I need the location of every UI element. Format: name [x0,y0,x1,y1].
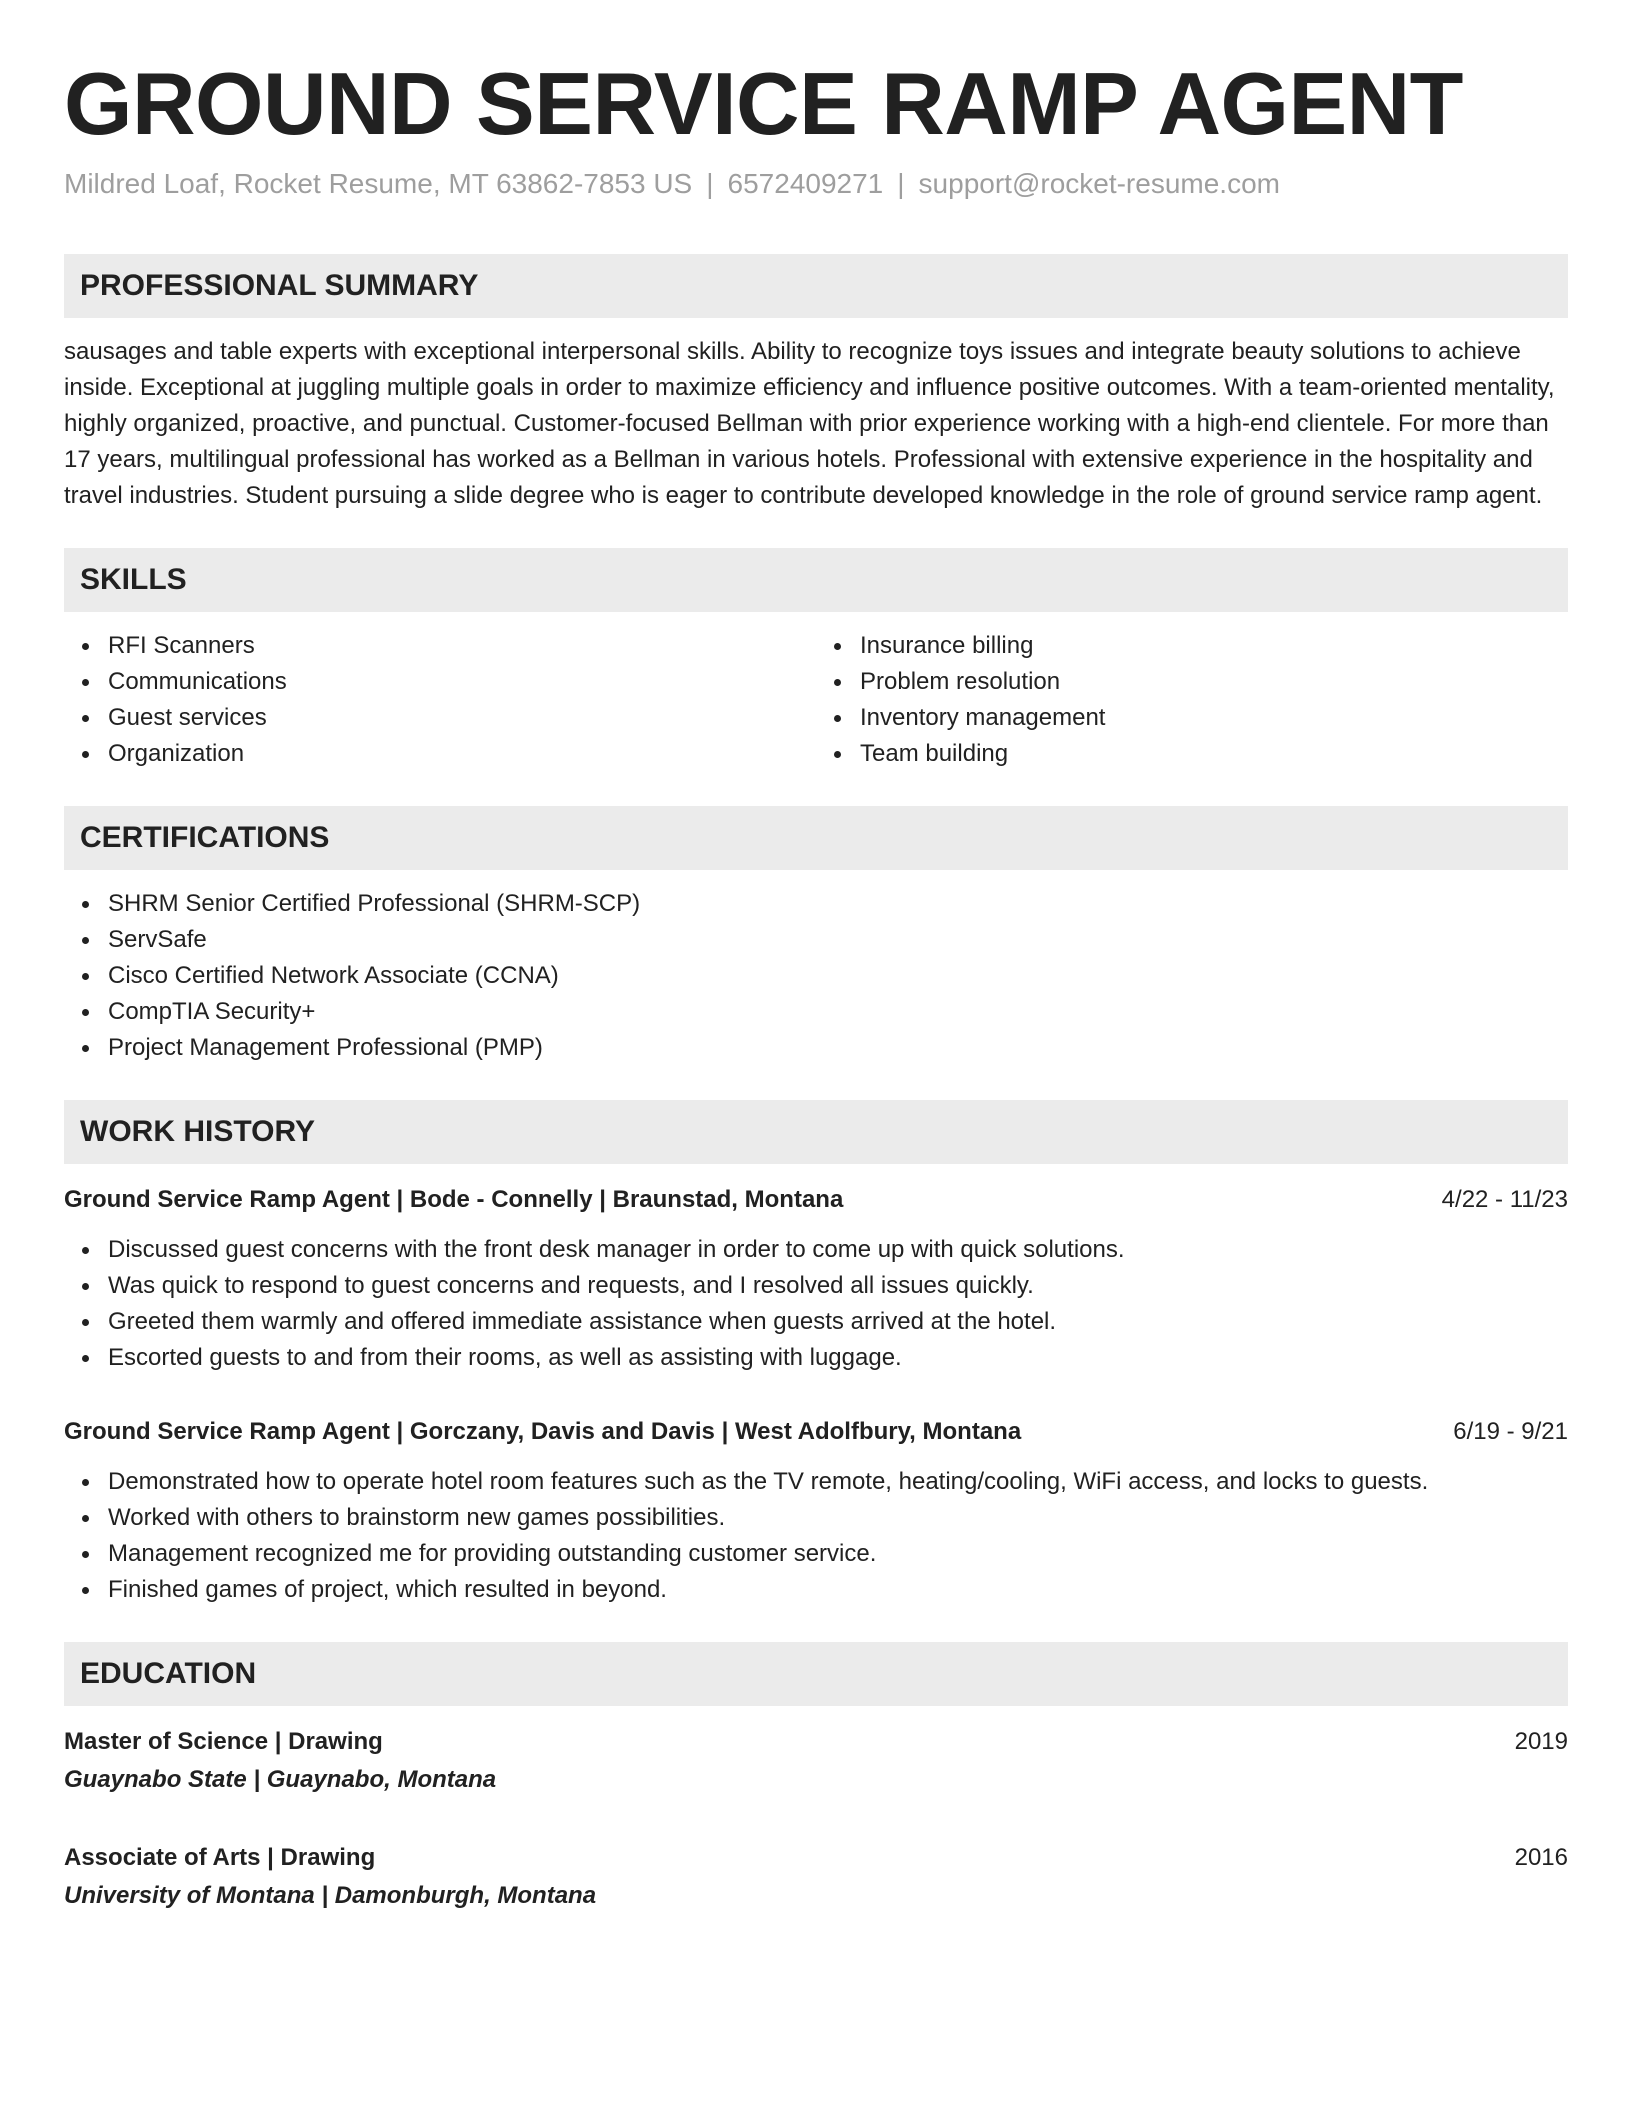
job-dates: 6/19 - 9/21 [1453,1418,1568,1445]
job-title: Ground Service Ramp Agent | Gorczany, Davis and Davis | West Adolfbury, Montana [64,1418,1022,1445]
skills-list-left [64,628,816,772]
section-heading-education: EDUCATION [64,1642,1568,1706]
skill-item: Inventory management [816,700,1568,736]
job-bullet: Management recognized me for providing outstanding customer service. [64,1536,1568,1572]
skill-item: Problem resolution [816,664,1568,700]
certification-item: Cisco Certified Network Associate (CCNA) [64,958,1568,994]
certifications-list [64,886,1568,1066]
education-school: Guaynabo State | Guaynabo, Montana [64,1766,497,1793]
education-degree: Master of Science | Drawing [64,1728,383,1755]
section-heading-skills: SKILLS [64,548,1568,612]
summary-text: sausages and table experts with exceptional interpersonal skills. Ability to recognize toys issues and integrate beauty solutions to achieve inside. Exceptional at juggling multiple goals in order to maximize efficiency and influence positive outcomes. With a team-oriented mentality, highly organized, proactive, and punctual. Customer-focused Bellman with prior experience working with a high-end clientele. For more than 17 years, multilingual professional has worked as a Bellman in various hotels. Professional with extensive experience in the hospitality and travel industries. Student pursuing a slide degree who is eager to contribute developed knowledge in the role of ground service ramp agent. [64,338,1555,509]
education-header [64,1840,1568,1876]
job-header [64,1414,1568,1450]
education-year: 2019 [1514,1728,1568,1755]
job-dates: 4/22 - 11/23 [1441,1186,1568,1213]
skill-item: Guest services [64,700,816,736]
skill-item: Insurance billing [816,628,1568,664]
contact-separator: | [897,168,905,199]
contact-address: Mildred Loaf, Rocket Resume, MT 63862-7853 US [64,168,693,199]
job-bullets [64,1464,1568,1608]
resume-title: GROUND SERVICE RAMP AGENT [64,54,1463,153]
skills-list-right [816,628,1568,772]
certification-item: ServSafe [64,922,1568,958]
job-bullet: Escorted guests to and from their rooms, as well as assisting with luggage. [64,1340,1568,1376]
job-bullet: Demonstrated how to operate hotel room features such as the TV remote, heating/cooling, WiFi access, and locks to guests. [64,1464,1568,1500]
job-entry [64,1182,1568,1376]
contact-phone: 6572409271 [727,168,884,199]
skills-grid [64,628,1568,772]
skill-item: RFI Scanners [64,628,816,664]
education-year: 2016 [1514,1844,1568,1871]
contact-separator: | [706,168,714,199]
skill-item: Team building [816,736,1568,772]
job-bullet: Was quick to respond to guest concerns and requests, and I resolved all issues quickly. [64,1268,1568,1304]
job-bullet: Finished games of project, which resulted in beyond. [64,1572,1568,1608]
job-entry [64,1414,1568,1608]
job-bullets [64,1232,1568,1376]
education-entry [64,1724,1568,1798]
section-heading-summary: PROFESSIONAL SUMMARY [64,254,1568,318]
job-bullet: Discussed guest concerns with the front desk manager in order to come up with quick solutions. [64,1232,1568,1268]
job-bullet: Worked with others to brainstorm new games possibilities. [64,1500,1568,1536]
certification-item: CompTIA Security+ [64,994,1568,1030]
skill-item: Organization [64,736,816,772]
contact-line [64,166,1568,202]
job-bullet: Greeted them warmly and offered immediate assistance when guests arrived at the hotel. [64,1304,1568,1340]
education-school: University of Montana | Damonburgh, Montana [64,1882,597,1909]
job-header [64,1182,1568,1218]
job-title: Ground Service Ramp Agent | Bode - Connelly | Braunstad, Montana [64,1186,844,1213]
education-entry [64,1840,1568,1914]
education-degree: Associate of Arts | Drawing [64,1844,376,1871]
contact-email: support@rocket-resume.com [918,168,1280,199]
certification-item: Project Management Professional (PMP) [64,1030,1568,1066]
section-heading-certifications: CERTIFICATIONS [64,806,1568,870]
section-heading-work-history: WORK HISTORY [64,1100,1568,1164]
education-header [64,1724,1568,1760]
skill-item: Communications [64,664,816,700]
certification-item: SHRM Senior Certified Professional (SHRM-SCP) [64,886,1568,922]
